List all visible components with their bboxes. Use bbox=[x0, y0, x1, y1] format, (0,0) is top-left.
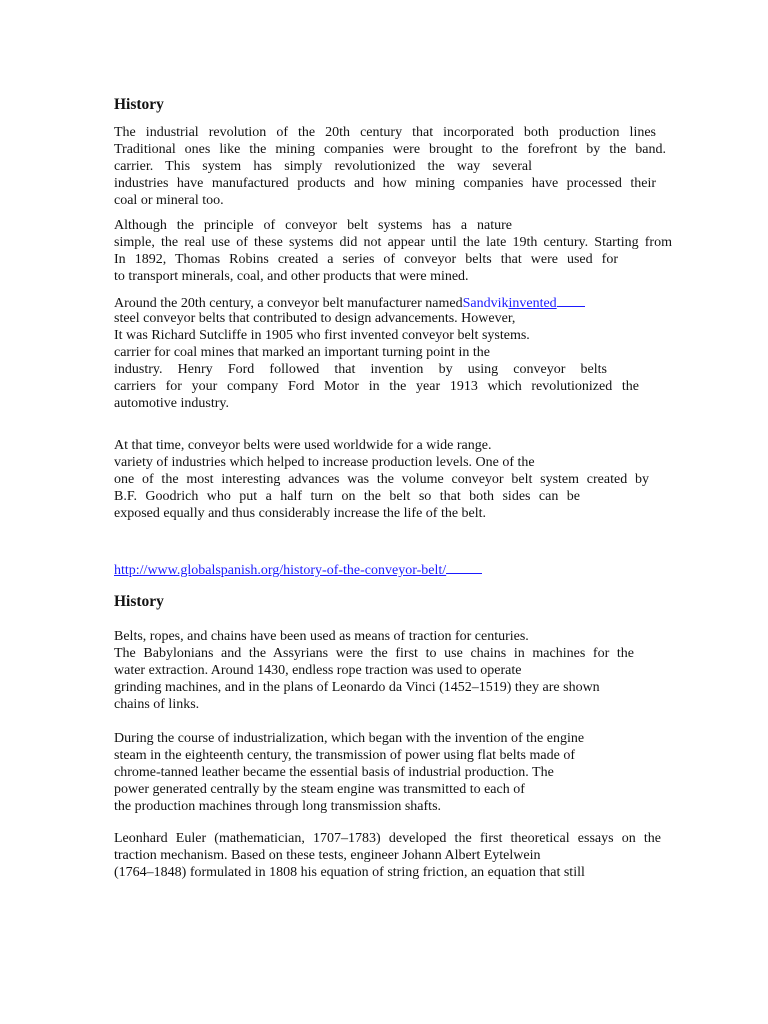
text-line: exposed equally and thus considerably increase the life of the belt. bbox=[114, 506, 487, 521]
text-line: to transport minerals, coal, and other products that were mined. bbox=[114, 269, 469, 284]
text-line: water extraction. Around 1430, endless rope traction was used to operate bbox=[114, 663, 522, 678]
sandvik-link[interactable]: Sandvik bbox=[462, 296, 509, 311]
text-line: Belts, ropes, and chains have been used as means of traction for centuries. bbox=[114, 629, 529, 644]
text-line: The industrial revolution of the 20th century that incorporated both production lines bbox=[114, 125, 656, 140]
text-line: the production machines through long transmission shafts. bbox=[114, 799, 442, 814]
text-line: industries have manufactured products and how mining companies have processed their bbox=[114, 176, 656, 191]
text-line: In 1892, Thomas Robins created a series of conveyor belts that were used for bbox=[114, 252, 618, 267]
text-line: (1764–1848) formulated in 1808 his equation of string friction, an equation that still bbox=[114, 865, 585, 880]
text-segment: invented bbox=[508, 296, 557, 311]
text-line: carrier. This system has simply revolutionized the way several bbox=[114, 159, 532, 174]
text-line: grinding machines, and in the plans of Leonardo da Vinci (1452–1519) they are shown bbox=[114, 680, 600, 695]
text-line: chains of links. bbox=[114, 697, 200, 712]
text-line: simple, the real use of these systems did not appear until the late 19th century. Starting from bbox=[114, 235, 672, 250]
text-line: Although the principle of conveyor belt systems has a nature bbox=[114, 218, 512, 233]
source-url-link[interactable]: http://www.globalspanish.org/history-of-the-conveyor-belt/ bbox=[114, 563, 447, 578]
underline-fill bbox=[446, 560, 482, 574]
text-line: industry. Henry Ford followed that invention by using conveyor belts bbox=[114, 362, 607, 377]
text-line: The Babylonians and the Assyrians were the first to use chains in machines for the bbox=[114, 646, 634, 661]
text-segment: Around the 20th century, a conveyor belt manufacturer named bbox=[114, 296, 463, 311]
text-line: B.F. Goodrich who put a half turn on the belt so that both sides can be bbox=[114, 489, 580, 504]
section-heading: History bbox=[114, 96, 164, 113]
text-line: carriers for your company Ford Motor in the year 1913 which revolutionized the bbox=[114, 379, 639, 394]
source-link-line bbox=[114, 560, 482, 579]
text-line: traction mechanism. Based on these tests, engineer Johann Albert Eytelwein bbox=[114, 848, 541, 863]
text-line: steel conveyor belts that contributed to design advancements. However, bbox=[114, 311, 516, 326]
text-line: coal or mineral too. bbox=[114, 193, 224, 208]
text-line: variety of industries which helped to increase production levels. One of the bbox=[114, 455, 535, 470]
text-line: At that time, conveyor belts were used worldwide for a wide range. bbox=[114, 438, 492, 453]
text-line: steam in the eighteenth century, the transmission of power using flat belts made of bbox=[114, 748, 575, 763]
text-line: chrome-tanned leather became the essential basis of industrial production. The bbox=[114, 765, 554, 780]
text-line: Traditional ones like the mining companies were brought to the forefront by the band. bbox=[114, 142, 666, 157]
underline-fill bbox=[557, 293, 585, 307]
text-line: It was Richard Sutcliffe in 1905 who first invented conveyor belt systems. bbox=[114, 328, 530, 343]
text-line: Leonhard Euler (mathematician, 1707–1783) developed the first theoretical essays on the bbox=[114, 831, 661, 846]
text-line: one of the most interesting advances was the volume conveyor belt system created by bbox=[114, 472, 649, 487]
section-heading: History bbox=[114, 593, 164, 610]
text-line: power generated centrally by the steam engine was transmitted to each of bbox=[114, 782, 525, 797]
text-line: During the course of industrialization, which began with the invention of the engine bbox=[114, 731, 585, 746]
text-line: carrier for coal mines that marked an important turning point in the bbox=[114, 345, 490, 360]
text-line: automotive industry. bbox=[114, 396, 229, 411]
text-line bbox=[114, 293, 585, 310]
